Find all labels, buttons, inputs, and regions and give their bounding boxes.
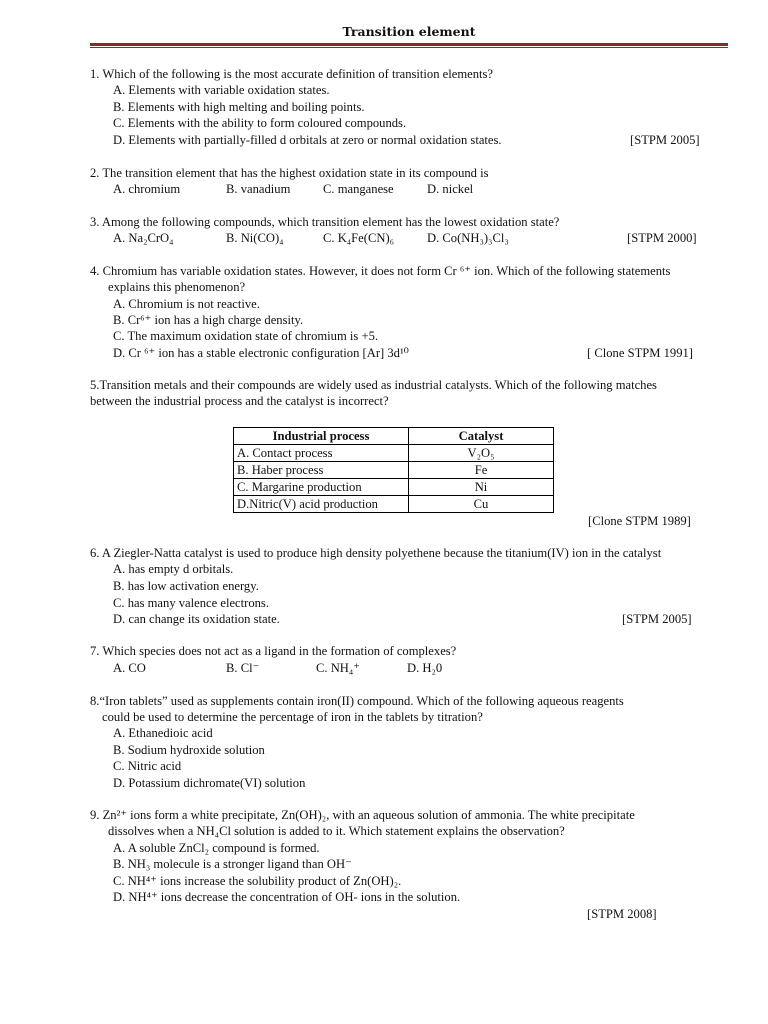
table-cell: Fe (409, 462, 554, 479)
table-cell: D.Nitric(V) acid production (234, 496, 409, 513)
table-cell: V₂O₅ (409, 445, 554, 462)
table-header-row (234, 428, 554, 445)
question-8-option-a: A. Ethanedioic acid (113, 726, 213, 740)
question-8-option-c: C. Nitric acid (113, 759, 182, 773)
question-9-option-d: D. NH⁴⁺ ions decrease the concentration of OH- ions in the solution. (113, 890, 461, 904)
question-3-option-c: C. K₄Fe(CN)₆ (323, 231, 395, 245)
table-cell: Cu (409, 496, 554, 513)
question-1-option-b: B. Elements with high melting and boiling points. (113, 100, 365, 114)
question-2-option-a: A. chromium (113, 182, 181, 196)
question-6-option-c: C. has many valence electrons. (113, 596, 269, 610)
question-3-option-d: D. Co(NH₃)₃Cl₃ (427, 231, 509, 245)
question-4-option-b: B. Cr⁶⁺ ion has a high charge density. (113, 313, 304, 327)
table-cell: C. Margarine production (234, 479, 409, 496)
question-5-stem-line1: 5.Transition metals and their compounds are widely used as industrial catalysts. Which of the following matches (90, 378, 657, 392)
question-1-stem: 1. Which of the following is the most accurate definition of transition elements? (90, 67, 494, 81)
question-6-stem: 6. A Ziegler-Natta catalyst is used to produce high density polyethene because the titanium(IV) ion in the catalyst (90, 546, 662, 560)
question-1-option-d: D. Elements with partially-filled d orbitals at zero or normal oxidation states. (113, 133, 502, 147)
question-9-option-b: B. NH₃ molecule is a stronger ligand than OH⁻ (113, 857, 352, 871)
question-9-stem-line1: 9. Zn²⁺ ions form a white precipitate, Zn(OH)₂, with an aqueous solution of ammonia. The white precipitate (90, 808, 635, 822)
catalyst-table (233, 427, 554, 513)
question-9-option-c: C. NH⁴⁺ ions increase the solubility product of Zn(OH)₂. (113, 874, 402, 888)
table-row (234, 479, 554, 496)
page-title: Transition element (342, 24, 476, 39)
question-6-reference: [STPM 2005] (622, 612, 692, 626)
question-2-option-b: B. vanadium (226, 182, 291, 196)
question-7-option-c: C. NH₄⁺ (316, 661, 360, 675)
table-row (234, 496, 554, 513)
question-2-stem: 2. The transition element that has the highest oxidation state in its compound is (90, 166, 489, 180)
question-9-stem-line2: dissolves when a NH₄Cl solution is added to it. Which statement explains the observation? (108, 824, 565, 838)
table-cell: A. Contact process (234, 445, 409, 462)
title-rule-thin (90, 47, 728, 48)
question-3-option-a: A. Na₂CrO₄ (113, 231, 174, 245)
table-row (234, 445, 554, 462)
question-4-stem-line2: explains this phenomenon? (108, 280, 246, 294)
question-8-stem-line1: 8.“Iron tablets” used as supplements contain iron(II) compound. Which of the following aqueous reagents (90, 694, 624, 708)
table-header-cell: Catalyst (409, 428, 554, 445)
question-7-option-d: D. H₂0 (407, 661, 443, 675)
question-4-option-a: A. Chromium is not reactive. (113, 297, 260, 311)
question-6-option-d: D. can change its oxidation state. (113, 612, 280, 626)
table-cell: Ni (409, 479, 554, 496)
question-7-option-a: A. CO (113, 661, 146, 675)
question-9-option-a: A. A soluble ZnCl₂ compound is formed. (113, 841, 320, 855)
question-8-option-d: D. Potassium dichromate(VI) solution (113, 776, 306, 790)
question-6-option-a: A. has empty d orbitals. (113, 562, 234, 576)
title-rule-thick (90, 43, 728, 46)
question-7-option-b: B. Cl⁻ (226, 661, 260, 675)
table-cell: B. Haber process (234, 462, 409, 479)
question-2-option-c: C. manganese (323, 182, 394, 196)
question-8-option-b: B. Sodium hydroxide solution (113, 743, 265, 757)
question-3-reference: [STPM 2000] (627, 231, 697, 245)
question-9-reference: [STPM 2008] (587, 907, 657, 921)
question-1-reference: [STPM 2005] (630, 133, 700, 147)
question-2-option-d: D. nickel (427, 182, 474, 196)
question-7-stem: 7. Which species does not act as a ligand in the formation of complexes? (90, 644, 457, 658)
question-3-option-b: B. Ni(CO)₄ (226, 231, 284, 245)
question-4-stem-line1: 4. Chromium has variable oxidation states. However, it does not form Cr ⁶⁺ ion. Which of the following statements (90, 264, 671, 278)
table-row (234, 462, 554, 479)
question-4-reference: [ Clone STPM 1991] (587, 346, 694, 360)
question-5-reference: [Clone STPM 1989] (588, 514, 691, 528)
table-header-cell: Industrial process (234, 428, 409, 445)
question-5-stem-line2: between the industrial process and the catalyst is incorrect? (90, 394, 389, 408)
question-1-option-a: A. Elements with variable oxidation states. (113, 83, 330, 97)
question-1-option-c: C. Elements with the ability to form coloured compounds. (113, 116, 407, 130)
question-8-stem-line2: could be used to determine the percentage of iron in the tablets by titration? (102, 710, 483, 724)
question-4-option-d: D. Cr ⁶⁺ ion has a stable electronic configuration [Ar] 3d¹⁰ (113, 346, 409, 360)
question-6-option-b: B. has low activation energy. (113, 579, 259, 593)
question-4-option-c: C. The maximum oxidation state of chromium is +5. (113, 329, 379, 343)
question-3-stem: 3. Among the following compounds, which transition element has the lowest oxidation state? (90, 215, 560, 229)
